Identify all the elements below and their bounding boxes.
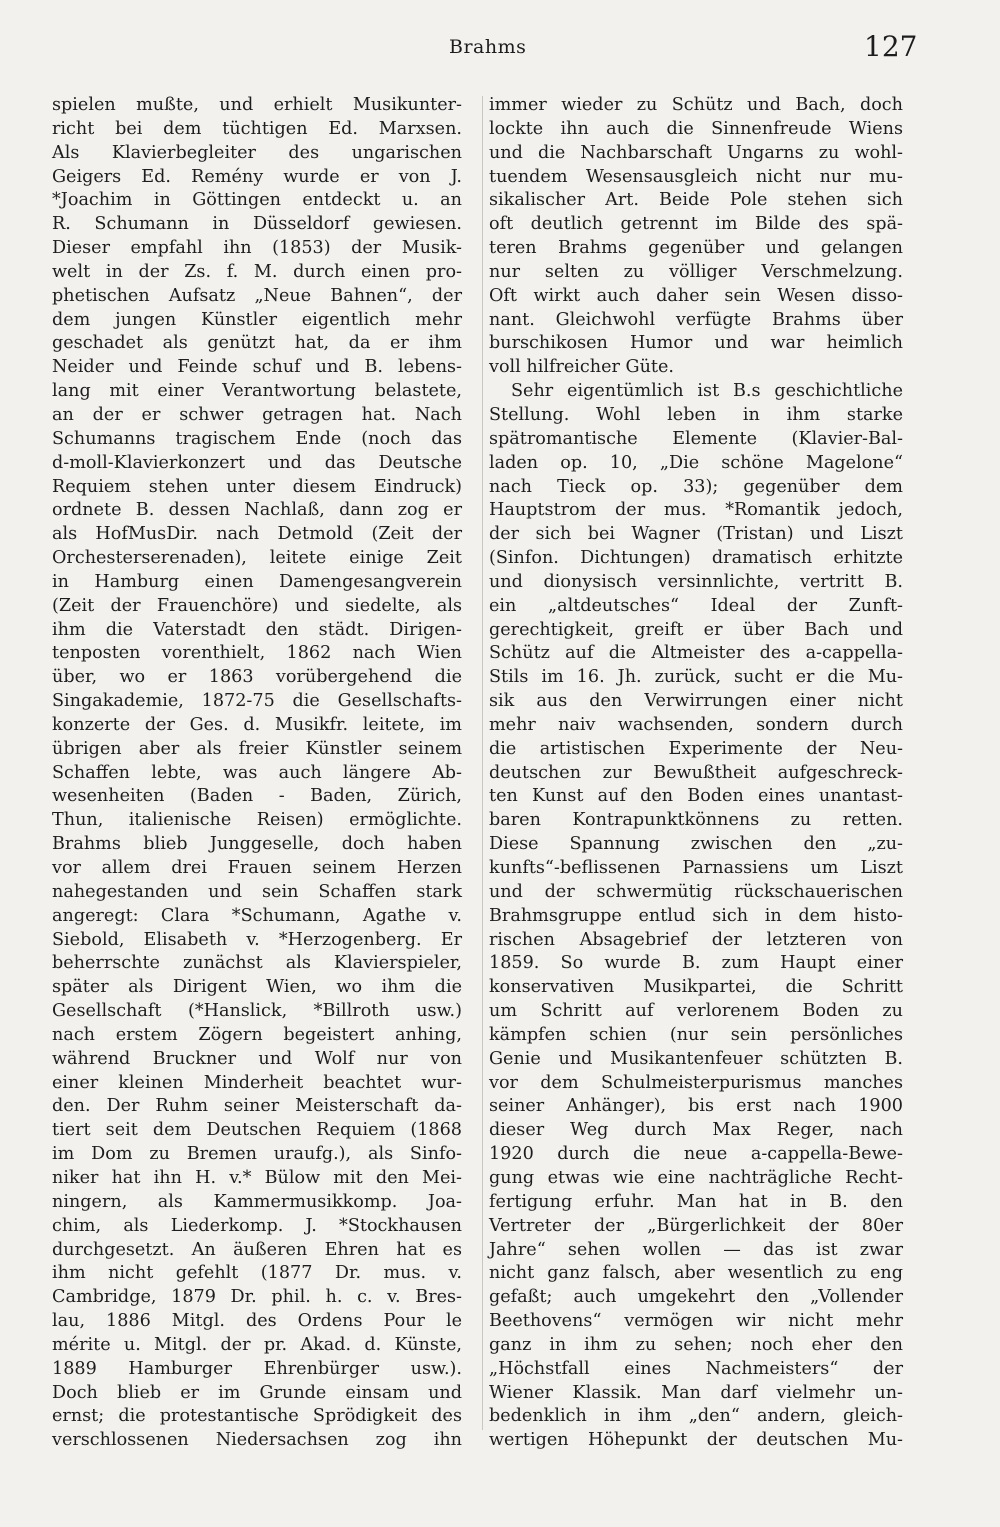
text-line: spätromantische Elemente (Klavier-Bal-	[489, 428, 903, 449]
text-line: lau, 1886 Mitgl. des Ordens Pour le	[52, 1311, 462, 1332]
text-line: ganz in ihm zu sehen; noch eher den	[489, 1334, 903, 1355]
text-line: nach erstem Zögern begeistert anhing,	[52, 1024, 462, 1045]
text-line: 1859. So wurde B. zum Haupt einer	[489, 953, 903, 974]
text-line: Sehr eigentümlich ist B.s geschichtliche	[511, 381, 903, 402]
text-line: ihm nicht gefehlt (1877 Dr. mus. v.	[52, 1263, 462, 1284]
text-line: (Zeit der Frauenchöre) und siedelte, als	[52, 595, 462, 616]
running-head-title: Brahms	[449, 36, 527, 58]
text-line: Orchesterserenaden), leitete einige Zeit	[52, 548, 462, 569]
text-line: dem jungen Künstler eigentlich mehr	[52, 309, 462, 330]
text-line: vor dem Schulmeisterpurismus manches	[489, 1072, 903, 1093]
text-line: fertigung erfuhr. Man hat in B. den	[489, 1191, 903, 1212]
text-line: immer wieder zu Schütz und Bach, doch	[489, 95, 903, 115]
text-line: niker hat ihn H. v.* Bülow mit den Mei-	[52, 1167, 462, 1188]
text-line: d-moll-Klavierkonzert und das Deutsche	[52, 452, 462, 473]
text-column-left	[52, 94, 462, 1453]
text-line: spielen mußte, und erhielt Musikunter-	[52, 95, 462, 115]
text-line: Siebold, Elisabeth v. *Herzogenberg. Er	[52, 929, 462, 950]
text-line: in Hamburg einen Damengesangverein	[52, 571, 462, 592]
text-line: 1920 durch die neue a-cappella-Bewe-	[489, 1144, 903, 1165]
text-line: um Schritt auf verlorenem Boden zu	[489, 1001, 903, 1022]
text-line: ordnete B. dessen Nachlaß, dann zog er	[52, 500, 462, 521]
text-line: gefaßt; auch umgekehrt den „Vollender	[489, 1287, 903, 1308]
text-line: vor allem drei Frauen seinem Herzen	[52, 858, 462, 878]
text-line: Genie und Musikantenfeuer schützten B.	[489, 1048, 903, 1069]
text-line: mehr naiv wachsenden, sondern durch	[489, 714, 903, 735]
text-line: im Dom zu Bremen uraufg.), als Sinfo-	[52, 1144, 462, 1165]
text-line: Dieser empfahl ihn (1853) der Musik-	[52, 238, 462, 259]
text-line: Requiem stehen unter diesem Eindruck)	[52, 476, 462, 497]
text-line: nach Tieck op. 33); gegenüber dem	[489, 476, 903, 497]
text-line: kunfts“-beflissenen Parnassiens um Liszt	[489, 858, 903, 878]
text-line: burschikosen Humor und war heimlich	[489, 333, 903, 354]
page-number: 127	[864, 30, 918, 63]
text-line: chim, als Liederkomp. J. *Stockhausen	[52, 1215, 462, 1236]
text-line: sikalischer Art. Beide Pole stehen sich	[489, 190, 903, 211]
text-line: Stellung. Wohl leben in ihm starke	[489, 404, 903, 425]
text-line: und der schwermütig rückschauerischen	[489, 881, 903, 902]
text-line: Brahmsgruppe entlud sich in dem histo-	[489, 905, 903, 926]
column-divider	[482, 96, 483, 1430]
text-line: Vertreter der „Bürgerlichkeit der 80er	[489, 1215, 903, 1236]
text-line: gerechtigkeit, greift er über Bach und	[489, 619, 903, 640]
text-line: nur selten zu völliger Verschmelzung.	[489, 261, 903, 282]
text-line: Gesellschaft (*Hanslick, *Billroth usw.)	[52, 1001, 462, 1022]
text-line: Oft wirkt auch daher sein Wesen disso-	[489, 285, 903, 306]
text-line: Beethovens“ vermögen wir nicht mehr	[489, 1311, 903, 1332]
text-line: als HofMusDir. nach Detmold (Zeit der	[52, 524, 462, 545]
text-line: deutschen zur Bewußtheit aufgeschreck-	[489, 762, 903, 783]
text-line: wesenheiten (Baden - Baden, Zürich,	[52, 786, 462, 807]
text-line: „Höchstfall eines Nachmeisters“ der	[489, 1358, 903, 1379]
text-line: Wiener Klassik. Man darf vielmehr un-	[489, 1382, 903, 1403]
text-line: Doch blieb er im Grunde einsam und	[52, 1382, 462, 1403]
text-line: phetischen Aufsatz „Neue Bahnen“, der	[52, 285, 462, 306]
text-line: voll hilfreicher Güte.	[489, 357, 674, 378]
text-line: nicht ganz falsch, aber wesentlich zu eng	[489, 1263, 903, 1284]
text-line: laden op. 10, „Die schöne Magelone“	[489, 452, 903, 473]
text-line: Singakademie, 1872-75 die Gesellschafts-	[52, 691, 462, 712]
text-line: ningern, als Kammermusikkomp. Joa-	[52, 1191, 462, 1212]
text-line: Als Klavierbegleiter des ungarischen	[52, 142, 462, 163]
text-line: Schaffen lebte, was auch längere Ab-	[52, 762, 462, 783]
text-line: welt in der Zs. f. M. durch einen pro-	[52, 261, 462, 282]
running-head	[0, 30, 1000, 66]
text-line: verschlossenen Niedersachsen zog ihn	[52, 1430, 462, 1451]
text-line: während Bruckner und Wolf nur von	[52, 1048, 462, 1069]
text-line: rischen Absagebrief der letzteren von	[489, 929, 903, 950]
text-line: konservativen Musikpartei, die Schritt	[489, 977, 903, 998]
text-line: bedenklich in ihm „den“ andern, gleich-	[489, 1406, 903, 1427]
text-line: 1889 Hamburger Ehrenbürger usw.).	[52, 1358, 462, 1379]
text-line: an der er schwer getragen hat. Nach	[52, 404, 462, 425]
text-line: Cambridge, 1879 Dr. phil. h. c. v. Bres-	[52, 1287, 462, 1308]
text-line: richt bei dem tüchtigen Ed. Marxsen.	[52, 118, 462, 139]
text-line: seiner Anhänger), bis erst nach 1900	[489, 1096, 903, 1117]
text-line: der sich bei Wagner (Tristan) und Liszt	[489, 524, 903, 545]
text-line: angeregt: Clara *Schumann, Agathe v.	[52, 905, 462, 926]
text-line: mérite u. Mitgl. der pr. Akad. d. Künste,	[52, 1334, 462, 1355]
text-line: durchgesetzt. An äußeren Ehren hat es	[52, 1239, 462, 1260]
text-line: wertigen Höhepunkt der deutschen Mu-	[489, 1430, 903, 1451]
text-line: lang mit einer Verantwortung belastete,	[52, 381, 462, 402]
text-line: ein „altdeutsches“ Ideal der Zunft-	[489, 595, 903, 616]
text-line: *Joachim in Göttingen entdeckt u. an	[52, 190, 462, 211]
text-line: teren Brahms gegenüber und gelangen	[489, 238, 903, 259]
text-line: sik aus den Verwirrungen einer nicht	[489, 691, 903, 712]
text-line: Diese Spannung zwischen den „zu-	[489, 834, 903, 855]
text-line: Hauptstrom der mus. *Romantik jedoch,	[489, 500, 903, 521]
text-line: oft deutlich getrennt im Bilde des spä-	[489, 214, 903, 235]
text-line: lockte ihn auch die Sinnenfreude Wiens	[489, 118, 903, 139]
text-line: später als Dirigent Wien, wo ihm die	[52, 977, 462, 998]
text-line: baren Kontrapunktkönnens zu retten.	[489, 810, 903, 831]
text-line: Thun, italienische Reisen) ermöglichte.	[52, 810, 462, 831]
text-line: ihm die Vaterstadt den städt. Dirigen-	[52, 619, 462, 640]
text-line: den. Der Ruhm seiner Meisterschaft da-	[52, 1096, 462, 1117]
text-line: tenposten vorenthielt, 1862 nach Wien	[52, 643, 462, 664]
text-line: R. Schumann in Düsseldorf gewiesen.	[52, 214, 462, 235]
text-line: ten Kunst auf den Boden eines unantast-	[489, 786, 903, 807]
text-line: tuendem Wesensausgleich nicht nur mu-	[489, 166, 903, 187]
text-line: ernst; die protestantische Sprödigkeit des	[52, 1406, 462, 1427]
text-line: Jahre“ sehen wollen — das ist zwar	[489, 1239, 903, 1260]
text-line: dieser Weg durch Max Reger, nach	[489, 1120, 903, 1141]
text-line: beherrschte zunächst als Klavierspieler,	[52, 953, 462, 974]
text-line: nant. Gleichwohl verfügte Brahms über	[489, 309, 903, 330]
text-line: Schumanns tragischem Ende (noch das	[52, 428, 462, 449]
text-line: über, wo er 1863 vorübergehend die	[52, 667, 462, 688]
text-line: Geigers Ed. Remény wurde er von J.	[52, 166, 462, 187]
text-line: und die Nachbarschaft Ungarns zu wohl-	[489, 142, 903, 163]
text-line: tiert seit dem Deutschen Requiem (1868	[52, 1120, 462, 1141]
text-line: Neider und Feinde schuf und B. lebens-	[52, 357, 462, 378]
text-line: gung etwas wie eine nachträgliche Recht-	[489, 1167, 903, 1188]
text-line: Brahms blieb Junggeselle, doch haben	[52, 834, 462, 855]
text-line: nahegestanden und sein Schaffen stark	[52, 881, 462, 902]
text-line: kämpfen schien (nur sein persönliches	[489, 1024, 903, 1045]
text-line: die artistischen Experimente der Neu-	[489, 738, 903, 759]
text-line: geschadet als genützt hat, da er ihm	[52, 333, 462, 354]
text-line: einer kleinen Minderheit beachtet wur-	[52, 1072, 462, 1093]
text-line: übrigen aber als freier Künstler seinem	[52, 738, 462, 759]
text-line: (Sinfon. Dichtungen) dramatisch erhitzte	[489, 548, 903, 569]
text-column-right	[489, 94, 903, 1453]
text-line: Schütz auf die Altmeister des a-cappella-	[489, 643, 903, 664]
text-line: konzerte der Ges. d. Musikfr. leitete, im	[52, 714, 462, 735]
text-line: Stils im 16. Jh. zurück, sucht er die Mu-	[489, 667, 903, 688]
text-line: und dionysisch versinnlichte, vertritt B.	[489, 571, 903, 592]
